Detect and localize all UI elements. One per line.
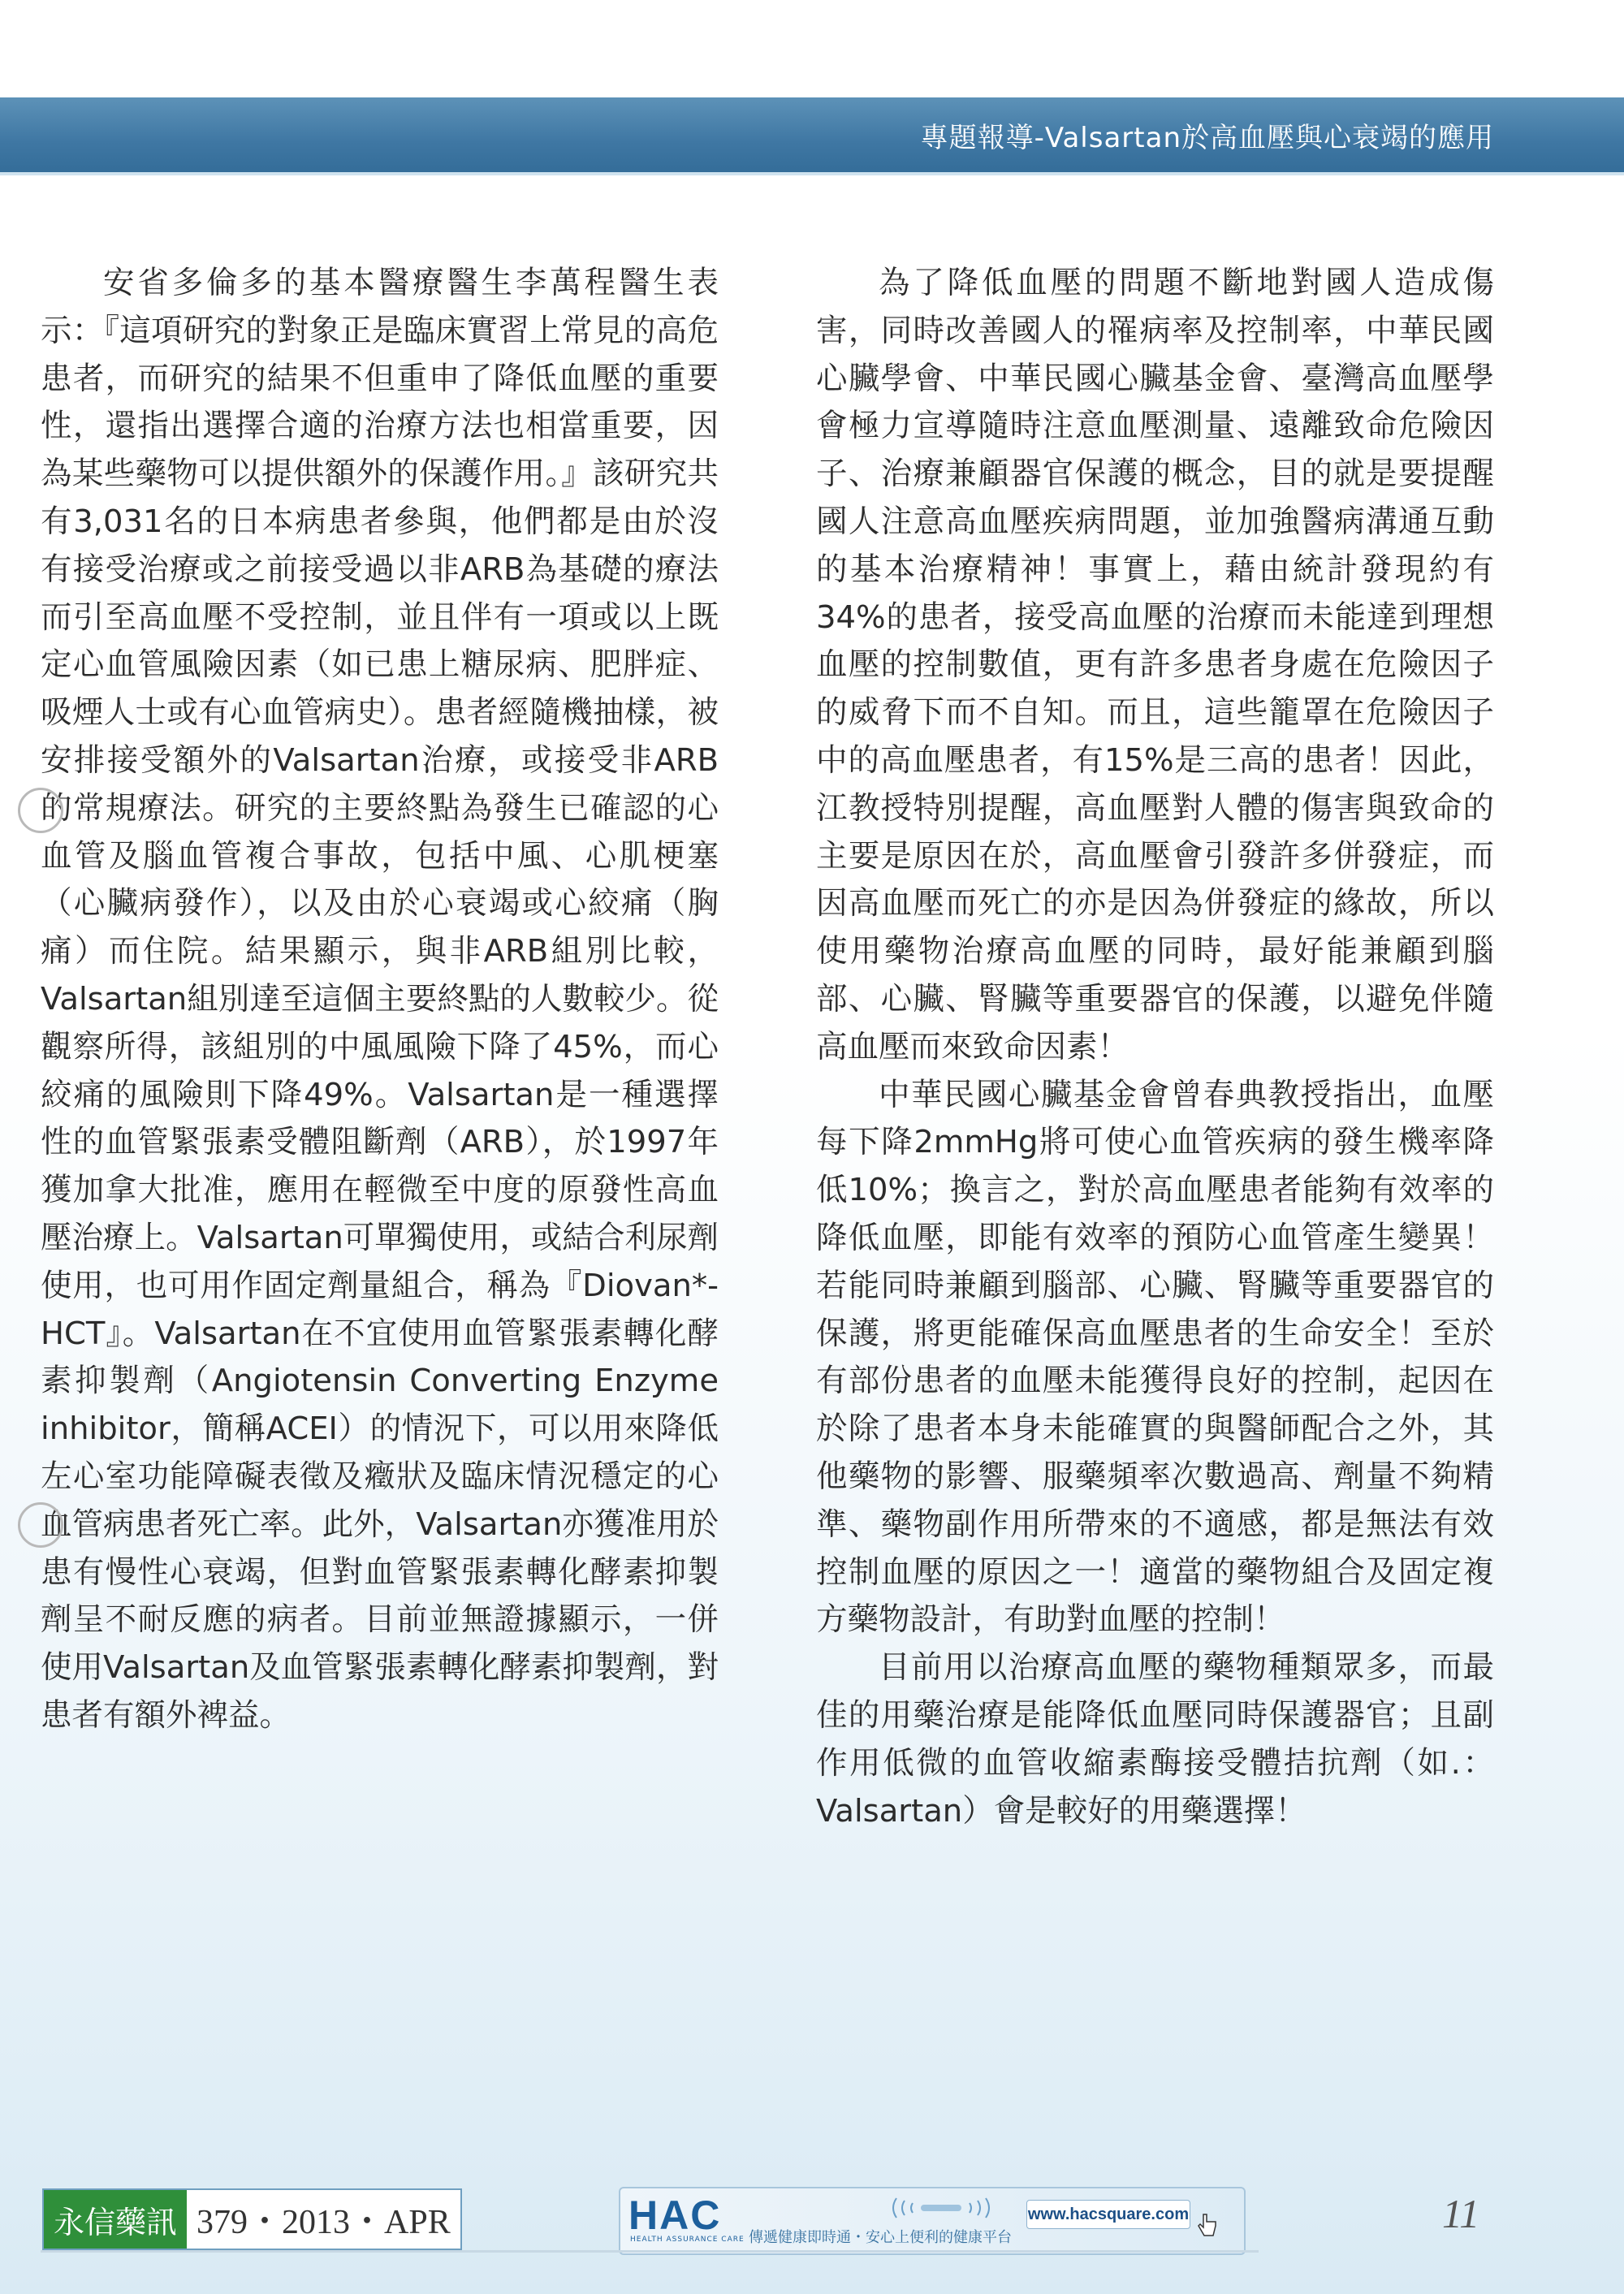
- website-link[interactable]: www.hacsquare.com: [1026, 2200, 1190, 2229]
- article-paragraph: 安省多倫多的基本醫療醫生李萬程醫生表示：『這項研究的對象正是臨床實習上常見的高危患者，而研究的結果不但重申了降低血壓的重要性，還指出選擇合適的治療方法也相當重要，因為某些藥物可以提供額外的保護作用。』該研究共有3,031名的日本病患者參與，他們都是由於沒有接受治療或之前接受過以非ARB為基礎的療法而引至高血壓不受控制，並且伴有一項或以上既定心血管風險因素（如已患上糖尿病、肥胖症、吸煙人士或有心血管病史）。患者經隨機抽樣，被安排接受額外的Valsartan治療，或接受非ARB的常規療法。研究的主要終點為發生已確認的心血管及腦血管複合事故，包括中風、心肌梗塞（心臟病發作），以及由於心衰竭或心絞痛（胸痛）而住院。結果顯示，與非ARB組別比較，Valsartan組別達至這個主要終點的人數較少。從觀察所得，該組別的中風風險下降了45%，而心絞痛的風險則下降49%。Valsartan是一種選擇性的血管緊張素受體阻斷劑（ARB），於1997年獲加拿大批准，應用在輕微至中度的原發性高血壓治療上。Valsartan可單獨使用，或結合利尿劑使用，也可用作固定劑量組合，稱為『Diovan*-HCT』。Valsartan在不宜使用血管緊張素轉化酵素抑製劑（Angiotensin Converting Enzyme inhibitor，簡稱ACEI）的情況下，可以用來降低左心室功能障礙表徵及癥狀及臨床情況穩定的心血管病患者死亡率。此外，Valsartan亦獲准用於患有慢性心衰竭，但對血管緊張素轉化酵素抑製劑呈不耐反應的病者。目前並無證據顯示，一併使用Valsartan及血管緊張素轉化酵素抑製劑，對患者有額外裨益。: [41, 265, 719, 1734]
- hac-tagline: 傳遞健康即時通・安心上便利的健康平台: [749, 2229, 1012, 2246]
- issue-info: 379・2013・APR: [197, 2204, 451, 2241]
- binding-hole-mark: [18, 1502, 63, 1548]
- page-number: 11: [1442, 2191, 1480, 2236]
- signal-wave-icon: [888, 2193, 994, 2223]
- hac-logo: HAC: [628, 2192, 722, 2238]
- binding-hole-mark: [18, 788, 63, 833]
- article-left-column: [41, 260, 719, 1740]
- article-right-column: [816, 260, 1494, 1835]
- article-paragraph: 中華民國心臟基金會曾春典教授指出，血壓每下降2mmHg將可使心血管疾病的發生機率降低10%；換言之，對於高血壓患者能夠有效率的降低血壓，即能有效率的預防心血管產生變異！若能同時兼顧到腦部、心臟、腎臟等重要器官的保護，將更能確保高血壓患者的生命安全！至於有部份患者的血壓未能獲得良好的控制，起因在於除了患者本身未能確實的與醫師配合之外，其他藥物的影響、服藥頻率次數過高、劑量不夠精準、藥物副作用所帶來的不適感，都是無法有效控制血壓的原因之一！適當的藥物組合及固定複方藥物設計，有助對血壓的控制！: [816, 1076, 1494, 1639]
- footer-divider: [41, 2250, 1259, 2253]
- page-footer: [0, 2180, 1624, 2270]
- article-paragraph: 目前用以治療高血壓的藥物種類眾多，而最佳的用藥治療是能降低血壓同時保護器官；且副作用低微的血管收縮素酶接受體拮抗劑（如.：Valsartan）會是較好的用藥選擇！: [816, 1649, 1494, 1830]
- magazine-brand: 永信藥訊: [44, 2190, 187, 2249]
- hand-cursor-icon: [1197, 2213, 1218, 2237]
- hac-banner[interactable]: [619, 2187, 1246, 2255]
- article-paragraph: 為了降低血壓的問題不斷地對國人造成傷害，同時改善國人的罹病率及控制率，中華民國心臟學會、中華民國心臟基金會、臺灣高血壓學會極力宣導隨時注意血壓測量、遠離致命危險因子、治療兼顧器官保護的概念，目的就是要提醒國人注意高血壓疾病問題，並加強醫病溝通互動的基本治療精神！事實上，藉由統計發現約有34%的患者，接受高血壓的治療而未能達到理想血壓的控制數值，更有許多患者身處在危險因子的威脅下而不自知。而且，這些籠罩在危險因子中的高血壓患者，有15%是三高的患者！因此，江教授特別提醒，高血壓對人體的傷害與致命的主要是原因在於，高血壓會引發許多併發症，而因高血壓而死亡的亦是因為併發症的緣故，所以使用藥物治療高血壓的同時，最好能兼顧到腦部、心臟、腎臟等重要器官的保護，以避免伴隨高血壓而來致命因素！: [816, 265, 1494, 1065]
- section-title: 專題報導-Valsartan於高血壓與心衰竭的應用: [920, 122, 1494, 154]
- hac-subtitle: HEALTH ASSURANCE CARE: [630, 2236, 745, 2244]
- issue-badge: [42, 2188, 462, 2250]
- header-band: [0, 97, 1624, 175]
